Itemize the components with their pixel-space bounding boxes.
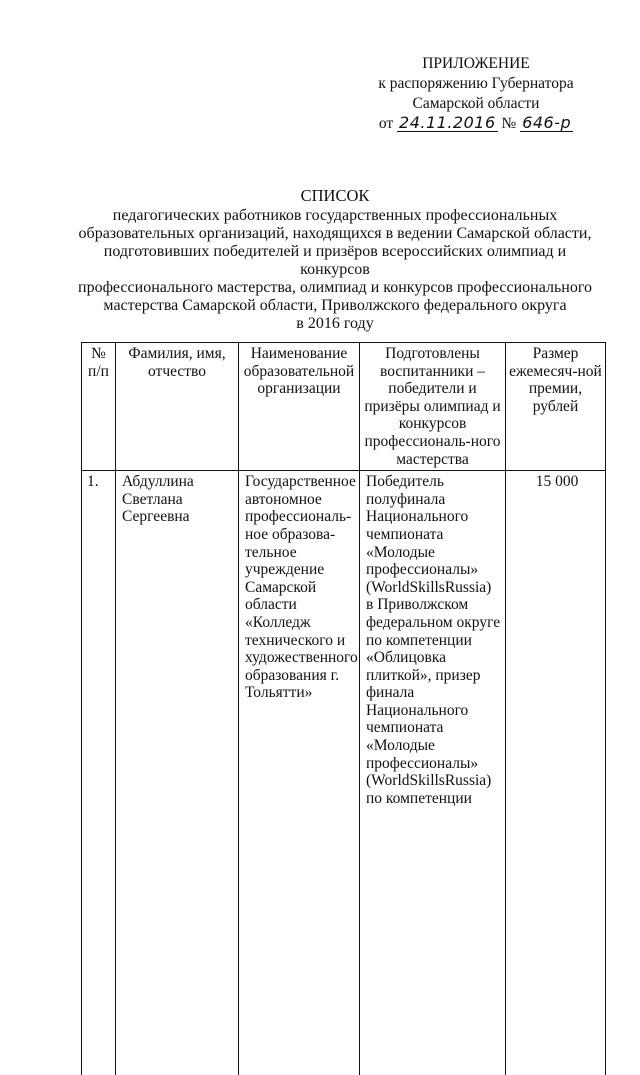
header-name: Фамилия, имя, отчество <box>116 343 239 471</box>
annex-block <box>360 54 592 134</box>
cell-bonus: 15 000 <box>506 471 606 1075</box>
title-line-3: подготовивших победителей и призёров всероссийских олимпиад и конкурсов <box>103 243 567 278</box>
annex-title: ПРИЛОЖЕНИЕ <box>422 55 530 72</box>
title-line-2: образовательных организаций, находящихся в ведении Самарской области, <box>78 225 592 242</box>
header-achievement: Подготовлены воспитанники – победители и призёры олимпиад и конкурсов профессиональ-ного мастерства <box>360 343 506 471</box>
header-bonus: Размер ежемесяч-ной премии, рублей <box>506 343 606 471</box>
title-line-6: в 2016 году <box>296 315 374 332</box>
header-number: № п/п <box>82 343 116 471</box>
table-header-row <box>82 343 606 471</box>
date-prefix: от <box>378 115 394 132</box>
cell-organization: Государственное автономное профессиональ-ное образова-тельное учреждение Самарской области «Колледж технического и художественного образования г. Тольятти» <box>239 471 360 1075</box>
cell-name: Абдуллина Светлана Сергеевна <box>116 471 239 1075</box>
title-line-1: педагогических работников государственных профессиональных <box>112 207 558 224</box>
number-prefix: № <box>501 115 517 132</box>
cell-achievement: Победитель полуфинала Национального чемпионата «Молодые профессионалы» (WorldSkillsRussia) в Приволжском федеральном округе по компетенции «Облицовка плиткой», призер финала Национального чемпионата «Молодые профессионалы» (WorldSkillsRussia) по компетенции <box>360 471 506 1075</box>
title-line-4: профессионального мастерства, олимпиад и конкурсов профессионального <box>78 279 592 296</box>
document-title <box>70 187 600 333</box>
annex-line-1: к распоряжению Губернатора <box>378 75 574 92</box>
title-line-5: мастерства Самарской области, Приволжского федерального округа <box>103 297 567 314</box>
annex-line-2: Самарской области <box>412 95 540 112</box>
annex-date-line <box>360 114 592 134</box>
table-row <box>82 471 606 1075</box>
recipients-table <box>81 342 606 1075</box>
header-organization: Наименование образовательной организации <box>239 343 360 471</box>
handwritten-date: 24.11.2016 <box>399 113 496 132</box>
handwritten-number: 646-р <box>522 113 572 132</box>
cell-number: 1. <box>82 471 116 1075</box>
title-heading: СПИСОК <box>300 186 370 205</box>
